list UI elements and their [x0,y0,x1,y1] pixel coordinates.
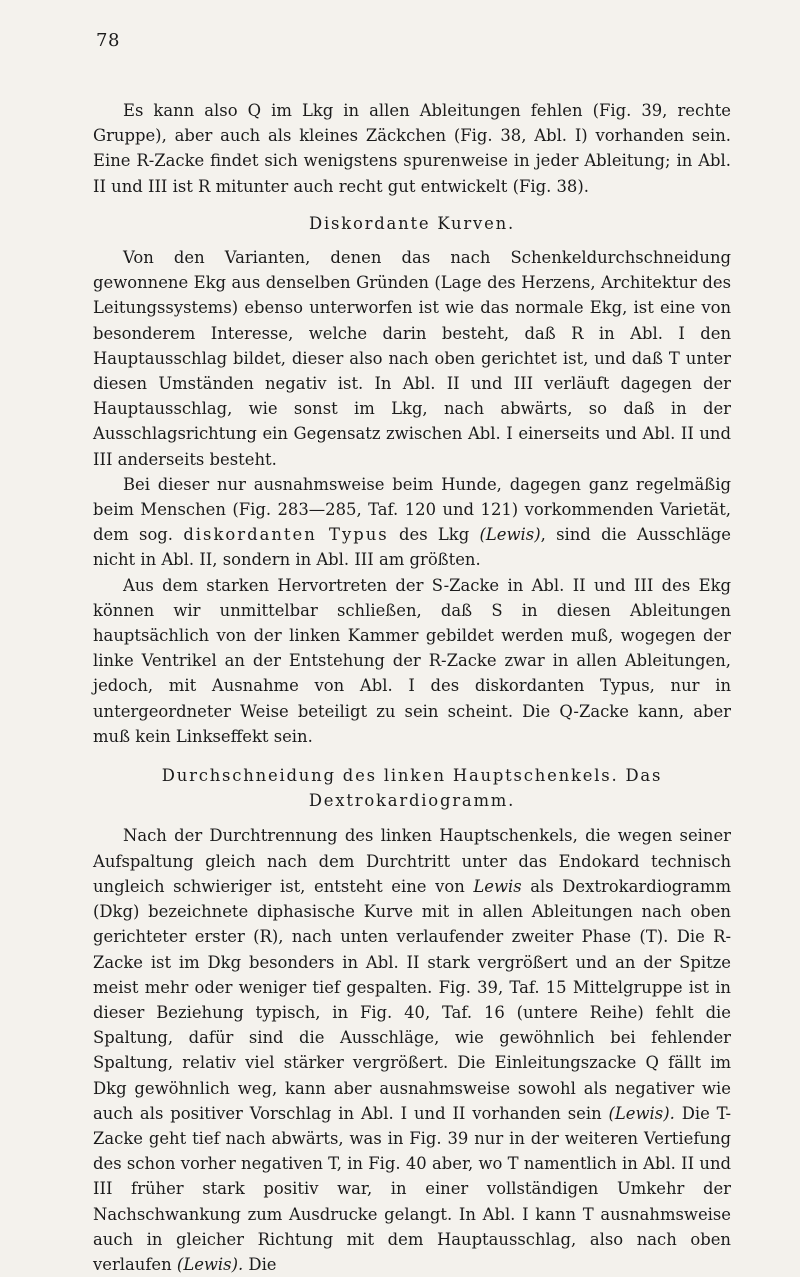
page-number: 78 [96,30,120,51]
paragraph-text: Die [248,1254,277,1274]
paragraph-text: Aus dem starken Hervortreten der S-Zacke in Abl. II und III des Ekg können wir unmittelbar schließen, daß S in diesen Ableitungen hauptsächlich von der linken Kammer gebildet werden muß, wogegen der linke Ventrikel an der Entstehung der R-Zacke zwar in allen Ableitungen, jedoch, mit Ausnahme von Abl. I des diskordanten Typus, nur in untergeordneter Weise beteiligt zu sein scheint. Die Q-Zacke kann, aber muß kein Linkseffekt sein. [93,575,731,746]
paragraph-text: des Lkg [399,525,470,545]
paragraph-text: Von den Varianten, denen das nach Schenkeldurchschneidung gewonnene Ekg aus denselben Gründen (Lage des Herzens, Architektur des Leitungssystems) ebenso unterworfen ist wie das normale Ekg, ist eine von besonderem Interesse, welche darin besteht, daß R in Abl. I den Hauptausschlag bildet, dieser also nach oben gerichtet ist, und daß T unter diesen Umständen negativ ist. In Abl. II und III verläuft dagegen der Hauptausschlag, wie sonst im Lkg, nach abwärts, so daß in der Ausschlagsrichtung ein Gegensatz zwischen Abl. I einerseits und Abl. II und III anderseits besteht. [93,248,731,469]
paragraph-durchtrennung [93,823,731,1277]
paragraph-diskordanter-typus [93,472,731,573]
paragraph-varianten [93,245,731,472]
paragraph-text: Nach der Durchtrennung des linken Hauptschenkels, die wegen seiner Aufspaltung gleich nach dem Durchtritt unter das Endokard technisch ungleich schwieriger ist, entsteht eine von [93,826,731,896]
body-text [93,98,731,1277]
author-citation: (Lewis) [479,525,541,545]
section-heading-dextrokardiogramm: Durchschneidung des linken Hauptschenkels. Das Dextrokardiogramm. [161,766,663,811]
spaced-term: diskordanten Typus [183,525,389,545]
paragraph-text: Die T-Zacke geht tief nach abwärts, was in Fig. 39 nur in der weiteren Vertiefung des schon vorher negativen T, in Fig. 40 aber, wo T namentlich in Abl. II und III früher stark positiv war, in einer vollständigen Umkehr der Nachschwankung zum Ausdrucke gelangt. In Abl. I kann T ausnahmsweise auch in gleicher Richtung mit dem Hauptausschlag, also nach oben verlaufen [93,1103,731,1274]
author-citation: Lewis [473,876,522,896]
paragraph-text: , sind die Ausschläge nicht in Abl. II, sondern in Abl. III am größten. [93,525,731,570]
paragraph-q-zacke [93,98,731,199]
author-citation: (Lewis). [608,1103,675,1123]
paragraph-text: Bei dieser nur ausnahmsweise beim Hunde, dagegen ganz regelmäßig beim Menschen (Fig. 283—285, Taf. 120 und 121) vorkommenden Varietät, dem sog. [93,474,731,545]
paragraph-text: Es kann also Q im Lkg in allen Ableitungen fehlen (Fig. 39, rechte Gruppe), aber auch als kleines Zäckchen (Fig. 38, Abl. I) vorhanden sein. Eine R-Zacke findet sich wenigstens spurenweise in jeder Ableitung; in Abl. II und III ist R mitunter auch recht gut entwickelt (Fig. 38). [93,101,731,196]
author-citation: (Lewis). [176,1254,244,1274]
paragraph-s-zacke [93,573,731,749]
section-heading-diskordante-kurven: Diskordante Kurven. [309,213,515,233]
paragraph-text: als Dextrokardiogramm (Dkg) bezeichnete diphasische Kurve mit in allen Ableitungen nach oben gerichteter erster (R), nach unten verlaufender zweiter Phase (T). Die R-Zacke ist im Dkg besonders in Abl. II stark vergrößert und an der Spitze meist mehr oder weniger tief gespalten. Fig. 39, Taf. 15 Mittelgruppe ist in dieser Beziehung typisch, in Fig. 40, Taf. 16 (untere Reihe) fehlt die Spaltung, dafür sind die Ausschläge, wie gewöhnlich bei fehlender Spaltung, relativ viel stärker vergrößert. Die Einleitungszacke Q fällt im Dkg gewöhnlich weg, kann aber ausnahmsweise sowohl als negativer wie auch als positiver Vorschlag in Abl. I und II vorhanden sein [93,876,731,1123]
